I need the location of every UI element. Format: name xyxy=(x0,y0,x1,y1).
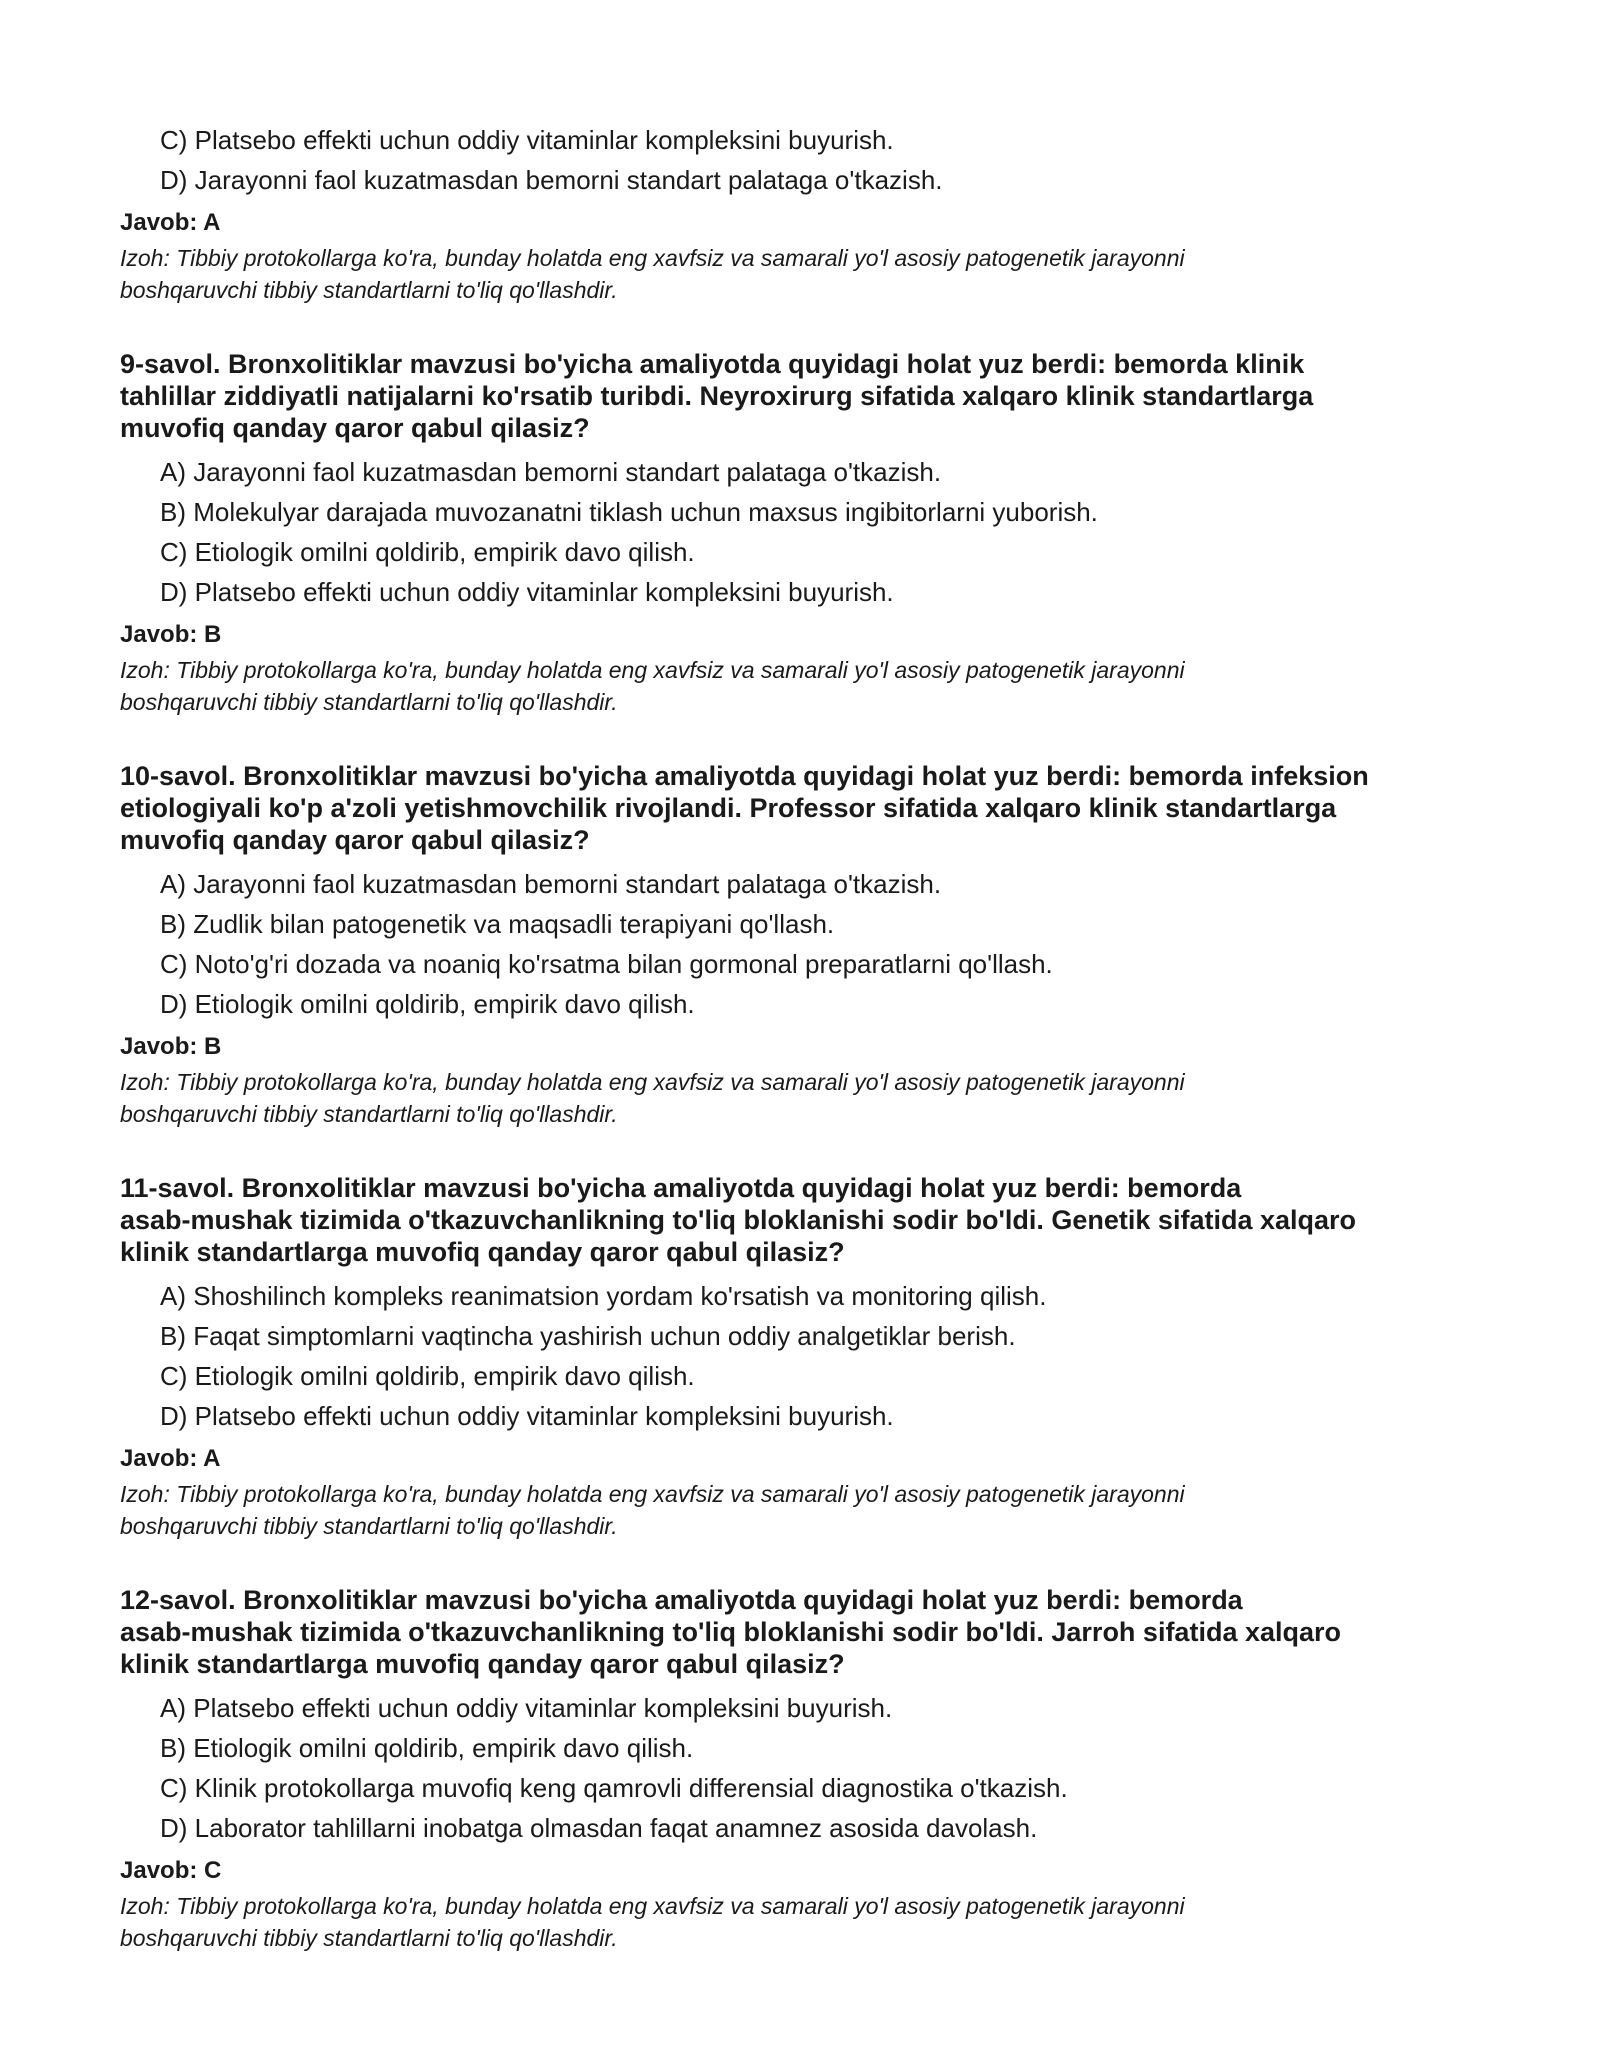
option-c: C) Noto'g'ri dozada va noaniq ko'rsatma bilan gormonal preparatlarni qo'llash. xyxy=(160,949,1053,979)
explanation-line: Izoh: Tibbiy protokollarga ko'ra, bunday holatda eng xavfsiz va samarali yo'l asosiy patogenetik jarayonni xyxy=(120,1481,1185,1507)
option-a: A) Jarayonni faol kuzatmasdan bemorni standart palataga o'tkazish. xyxy=(160,869,942,899)
answer-label: Javob: A xyxy=(120,1445,221,1472)
explanation-note xyxy=(120,1066,1500,1130)
answer-label: Javob: A xyxy=(120,209,221,236)
question-title xyxy=(120,348,1500,444)
explanation-line: boshqaruvchi tibbiy standartlarni to'liq qo'llashdir. xyxy=(120,1101,618,1127)
carry-over-options xyxy=(120,120,1500,200)
option-b: B) Faqat simptomlarni vaqtincha yashirish uchun oddiy analgetiklar berish. xyxy=(160,1321,1016,1351)
explanation-line: boshqaruvchi tibbiy standartlarni to'liq qo'llashdir. xyxy=(120,689,618,715)
option-c: C) Klinik protokollarga muvofiq keng qamrovli differensial diagnostika o'tkazish. xyxy=(160,1773,1068,1803)
question-title-line: asab-mushak tizimida o'tkazuvchanlikning to'liq bloklanishi sodir bo'ldi. Genetik sifatida xalqaro xyxy=(120,1205,1357,1235)
explanation-line: Izoh: Tibbiy protokollarga ko'ra, bunday holatda eng xavfsiz va samarali yo'l asosiy patogenetik jarayonni xyxy=(120,1069,1185,1095)
options-list xyxy=(120,1688,1500,1848)
question-title-line: klinik standartlarga muvofiq qanday qaror qabul qilasiz? xyxy=(120,1649,845,1679)
explanation-note xyxy=(120,242,1500,306)
question-title-line: 12-savol. Bronxolitiklar mavzusi bo'yicha amaliyotda quyidagi holat yuz berdi: bemorda xyxy=(120,1585,1243,1615)
question-11 xyxy=(120,1172,1500,1542)
question-title-line: muvofiq qanday qaror qabul qilasiz? xyxy=(120,413,590,443)
explanation-note xyxy=(120,654,1500,718)
options-list xyxy=(120,864,1500,1024)
question-title-line: klinik standartlarga muvofiq qanday qaror qabul qilasiz? xyxy=(120,1237,845,1267)
question-title-line: 9-savol. Bronxolitiklar mavzusi bo'yicha amaliyotda quyidagi holat yuz berdi: bemorda klinik xyxy=(120,349,1305,379)
option-c: C) Platsebo effekti uchun oddiy vitaminlar kompleksini buyurish. xyxy=(160,125,894,155)
option-a: A) Shoshilinch kompleks reanimatsion yordam ko'rsatish va monitoring qilish. xyxy=(160,1281,1047,1311)
document-page xyxy=(120,120,1500,1954)
explanation-line: boshqaruvchi tibbiy standartlarni to'liq qo'llashdir. xyxy=(120,1513,618,1539)
question-title xyxy=(120,1172,1500,1268)
carry-over-block xyxy=(120,120,1500,306)
question-title-line: 11-savol. Bronxolitiklar mavzusi bo'yicha amaliyotda quyidagi holat yuz berdi: bemorda xyxy=(120,1173,1242,1203)
option-d: D) Laborator tahlillarni inobatga olmasdan faqat anamnez asosida davolash. xyxy=(160,1813,1038,1843)
question-title xyxy=(120,1584,1500,1680)
option-a: A) Jarayonni faol kuzatmasdan bemorni standart palataga o'tkazish. xyxy=(160,457,942,487)
explanation-note xyxy=(120,1478,1500,1542)
explanation-line: boshqaruvchi tibbiy standartlarni to'liq qo'llashdir. xyxy=(120,1925,618,1951)
question-title xyxy=(120,760,1500,856)
option-b: B) Molekulyar darajada muvozanatni tiklash uchun maxsus ingibitorlarni yuborish. xyxy=(160,497,1098,527)
question-9 xyxy=(120,348,1500,718)
question-title-line: 10-savol. Bronxolitiklar mavzusi bo'yicha amaliyotda quyidagi holat yuz berdi: bemorda infeksion xyxy=(120,761,1369,791)
option-b: B) Etiologik omilni qoldirib, empirik davo qilish. xyxy=(160,1733,694,1763)
answer-label: Javob: C xyxy=(120,1857,222,1884)
option-d: D) Platsebo effekti uchun oddiy vitaminlar kompleksini buyurish. xyxy=(160,577,894,607)
answer-label: Javob: B xyxy=(120,1033,222,1060)
question-10 xyxy=(120,760,1500,1130)
option-d: D) Platsebo effekti uchun oddiy vitaminlar kompleksini buyurish. xyxy=(160,1401,894,1431)
question-title-line: tahlillar ziddiyatli natijalarni ko'rsatib turibdi. Neyroxirurg sifatida xalqaro klinik standartlarga xyxy=(120,381,1314,411)
option-c: C) Etiologik omilni qoldirib, empirik davo qilish. xyxy=(160,537,695,567)
explanation-line: Izoh: Tibbiy protokollarga ko'ra, bunday holatda eng xavfsiz va samarali yo'l asosiy patogenetik jarayonni xyxy=(120,1893,1185,1919)
explanation-line: boshqaruvchi tibbiy standartlarni to'liq qo'llashdir. xyxy=(120,277,618,303)
options-list xyxy=(120,1276,1500,1436)
option-d: D) Etiologik omilni qoldirib, empirik davo qilish. xyxy=(160,989,695,1019)
answer-label: Javob: B xyxy=(120,621,222,648)
option-d: D) Jarayonni faol kuzatmasdan bemorni standart palataga o'tkazish. xyxy=(160,165,943,195)
option-c: C) Etiologik omilni qoldirib, empirik davo qilish. xyxy=(160,1361,695,1391)
question-title-line: asab-mushak tizimida o'tkazuvchanlikning to'liq bloklanishi sodir bo'ldi. Jarroh sifatida xalqaro xyxy=(120,1617,1341,1647)
option-a: A) Platsebo effekti uchun oddiy vitaminlar kompleksini buyurish. xyxy=(160,1693,893,1723)
question-12 xyxy=(120,1584,1500,1954)
explanation-note xyxy=(120,1890,1500,1954)
explanation-line: Izoh: Tibbiy protokollarga ko'ra, bunday holatda eng xavfsiz va samarali yo'l asosiy patogenetik jarayonni xyxy=(120,657,1185,683)
explanation-line: Izoh: Tibbiy protokollarga ko'ra, bunday holatda eng xavfsiz va samarali yo'l asosiy patogenetik jarayonni xyxy=(120,245,1185,271)
question-title-line: etiologiyali ko'p a'zoli yetishmovchilik rivojlandi. Professor sifatida xalqaro klinik standartlarga xyxy=(120,793,1337,823)
options-list xyxy=(120,452,1500,612)
option-b: B) Zudlik bilan patogenetik va maqsadli terapiyani qo'llash. xyxy=(160,909,835,939)
question-title-line: muvofiq qanday qaror qabul qilasiz? xyxy=(120,825,590,855)
